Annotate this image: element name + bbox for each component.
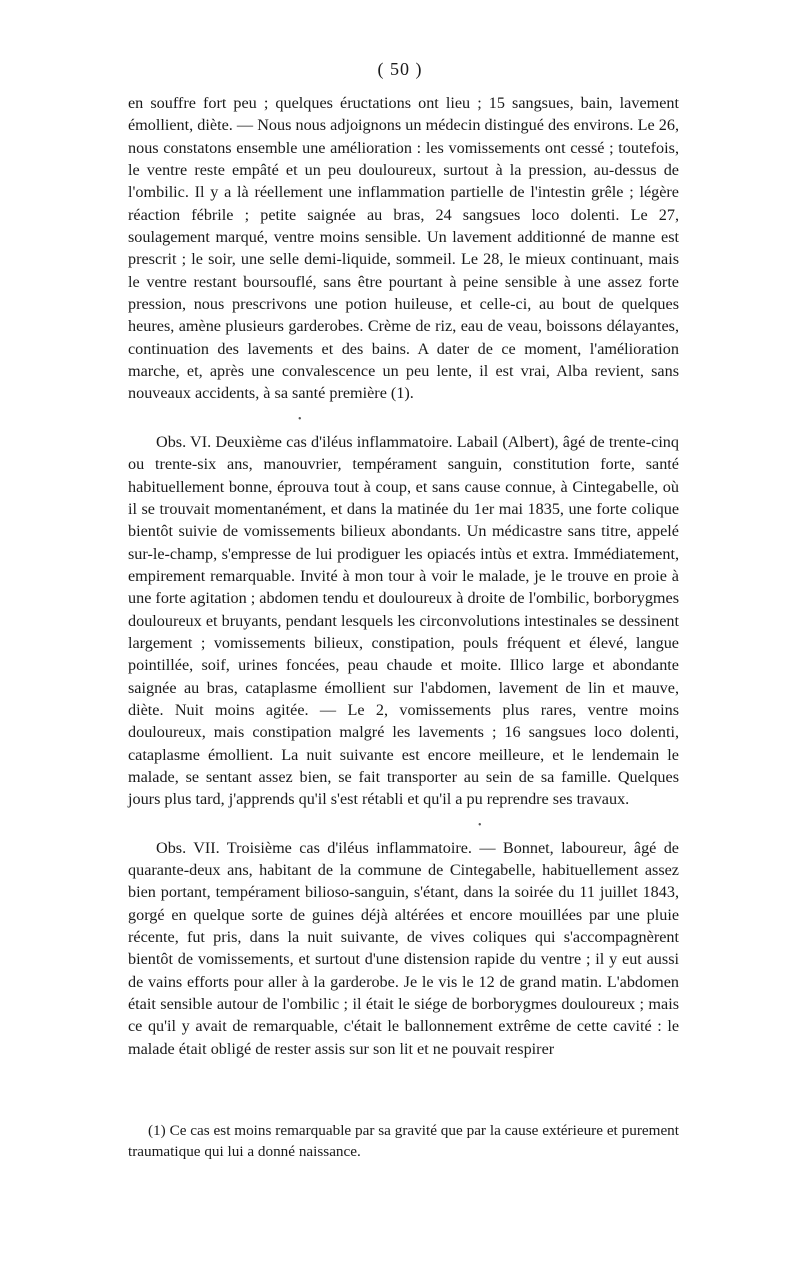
footnote [128,1120,679,1162]
page-number: ( 50 ) [377,59,423,79]
page-body [128,92,679,1060]
footnote-text: (1) Ce cas est moins remarquable par sa gravité que par la cause extérieure et purement traumatique qui lui a donné naissance. [128,1122,679,1160]
separator-mark: • [478,819,482,831]
separator-mark: • [298,413,302,425]
paragraph-continuation: en souffre fort peu ; quelques éructations ont lieu ; 15 sangsues, bain, lavement émollient, diète. — Nous nous adjoignons un médecin distingué des environs. Le 26, nous constatons ensemble une amélioration : les vomissements ont cessé ; toutefois, le ventre reste empâté et un peu douloureux, surtout à la pression, au-dessus de l'ombilic. Il y a là réellement une inflammation partielle de l'intestin grêle ; légère réaction fébrile ; petite saignée au bras, 24 sangsues loco dolenti. Le 27, soulagement marqué, ventre moins sensible. Un lavement additionné de manne est prescrit ; le soir, une selle demi-liquide, sommeil. Le 28, le mieux continuant, mais le ventre restant boursouflé, sans être pourtant à peine sensible à une assez forte pression, nous prescrivons une potion huileuse, et celle-ci, au bout de quelques heures, amène plusieurs garderobes. Crème de riz, eau de veau, boissons délayantes, continuation des lavements et des bains. A dater de ce moment, l'amélioration marche, et, après une convalescence un peu lente, il est vrai, Alba revient, sans nouveaux accidents, à sa santé première (1). [128,94,679,403]
paragraph-obs-vii: Obs. VII. Troisième cas d'iléus inflammatoire. — Bonnet, laboureur, âgé de quarante-deux ans, habitant de la commune de Cintegabelle, habituellement assez bien portant, tempérament bilioso-sanguin, s'étant, dans la soirée du 11 juillet 1843, gorgé en quelque sorte de guines déjà altérées et encore mouillées par une pluie récente, fut pris, dans la nuit suivante, de vives coliques qui s'accompagnèrent bientôt de vomissements, et surtout d'une distension rapide du ventre ; il y eut aussi de vains efforts pour aller à la garderobe. Je le vis le 12 de grand matin. L'abdomen était sensible autour de l'ombilic ; il était le siége de borborygmes douloureux ; mais ce qu'il y avait de remarquable, c'était le ballonnement extrême de cette cavité : le malade était obligé de rester assis sur son lit et ne pouvait respirer [128,838,679,1058]
paragraph-obs-vi: Obs. VI. Deuxième cas d'iléus inflammatoire. Labail (Albert), âgé de trente-cinq ou trente-six ans, manouvrier, tempérament sanguin, constitution forte, santé habituellement bonne, éprouva tout à coup, et sans cause connue, à Cintegabelle, où il se trouvait momentanément, et dans la matinée du 1er mai 1835, une forte colique bientôt suivie de vomissements bilieux abondants. Un médicastre sans titre, appelé sur-le-champ, s'empresse de lui prodiguer les opiacés intùs et extra. Immédiatement, empirement remarquable. Invité à mon tour à voir le malade, je le trouve en proie à une forte agitation ; abdomen tendu et douloureux à droite de l'ombilic, borborygmes douloureux et bruyants, pendant lesquels les circonvolutions intestinales se dessinent largement ; vomissements bilieux, constipation, pouls fréquent et élevé, langue pointillée, soif, urines foncées, peau chaude et moite. Illico large et abondante saignée au bras, cataplasme émollient sur l'abdomen, lavement de lin et mauve, diète. Nuit moins agitée. — Le 2, vomissements plus rares, ventre moins douloureux, mais constipation malgré les lavements ; 16 sangsues loco dolenti, cataplasme émollient. La nuit suivante est encore meilleure, et le lendemain le malade, se sentant assez bien, se fait transporter au sein de sa famille. Quelques jours plus tard, j'apprends qu'il s'est rétabli et qu'il a pu reprendre ses travaux. [128,432,679,809]
